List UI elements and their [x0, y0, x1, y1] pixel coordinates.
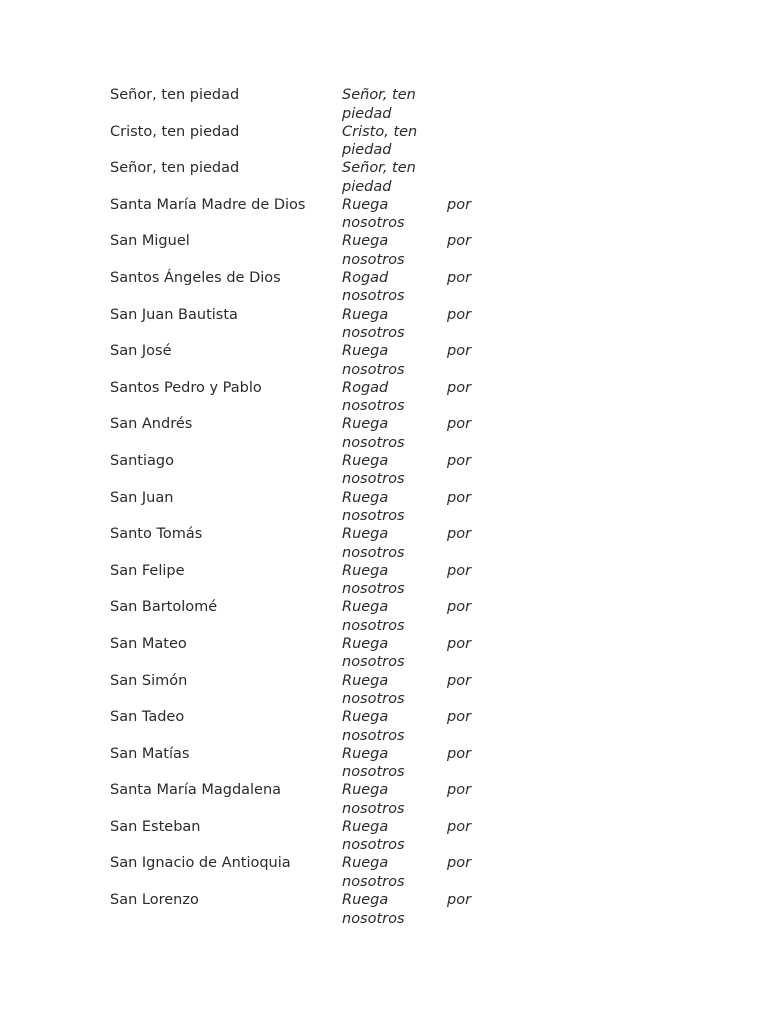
response-line-1: Ruega — [342, 416, 389, 433]
invocation-text: San Tadeo — [110, 709, 185, 726]
response-por: por — [447, 855, 472, 872]
response-por: por — [447, 635, 472, 652]
response-text — [342, 635, 472, 672]
response-line-2: nosotros — [342, 288, 405, 305]
response-por: por — [447, 599, 472, 616]
litany-row — [110, 744, 530, 781]
response-line-1: Ruega — [342, 672, 389, 689]
litany-row — [110, 524, 530, 561]
response-por: por — [447, 452, 472, 469]
invocation-text: Santo Tomás — [110, 526, 203, 543]
invocation-text: San Felipe — [110, 562, 185, 579]
response-line-2: nosotros — [342, 873, 405, 890]
litany-row — [110, 414, 530, 451]
response-line-2: nosotros — [342, 471, 405, 488]
response-line-1: Ruega — [342, 892, 389, 909]
response-por: por — [447, 269, 472, 286]
litany-row — [110, 780, 530, 817]
invocation-text: San Esteban — [110, 818, 201, 835]
invocation-text: Santos Pedro y Pablo — [110, 379, 262, 396]
response-line-1: Ruega — [342, 562, 389, 579]
response-line-1: Ruega — [342, 635, 389, 652]
response-por: por — [447, 526, 472, 543]
response-text — [342, 562, 472, 599]
response-line-1: Ruega — [342, 709, 389, 726]
response-line-2: nosotros — [342, 691, 405, 707]
response-line-1: Rogad — [342, 379, 389, 396]
response-line-1: Ruega — [342, 233, 389, 250]
response-line-2: nosotros — [342, 251, 405, 268]
invocation-text: Santa María Magdalena — [110, 782, 282, 799]
litany-row — [110, 268, 530, 305]
response-line-1: Ruega — [342, 343, 389, 360]
response-text — [342, 891, 472, 928]
litany-row — [110, 853, 530, 890]
response-line-2: nosotros — [342, 910, 405, 927]
response-line-2: piedad — [342, 142, 392, 159]
litany-row — [110, 890, 530, 927]
invocation-text: San Matías — [110, 745, 190, 762]
response-line-2: nosotros — [342, 800, 405, 817]
litany-row — [110, 597, 530, 634]
litany-row — [110, 488, 530, 525]
response-por: por — [447, 562, 472, 579]
response-line-2: nosotros — [342, 361, 405, 378]
response-line-2: nosotros — [342, 544, 405, 561]
invocation-text: Señor, ten piedad — [110, 87, 240, 103]
invocation-text: San Simón — [110, 672, 188, 689]
litany-row — [110, 707, 530, 744]
response-line-1: Ruega — [342, 855, 389, 872]
response-line-2: piedad — [342, 178, 392, 195]
response-line-1: Señor, ten — [342, 160, 416, 177]
response-line-2: nosotros — [342, 764, 405, 781]
response-por: por — [447, 892, 472, 909]
response-text — [342, 672, 472, 709]
litany-row — [110, 451, 530, 488]
litany-row — [110, 378, 530, 415]
invocation-text: San Miguel — [110, 233, 190, 250]
response-por: por — [447, 306, 472, 323]
response-text — [342, 379, 472, 416]
litany-row — [110, 341, 530, 378]
response-text — [342, 123, 442, 160]
invocation-text: San Juan Bautista — [110, 306, 238, 323]
response-por: por — [447, 672, 472, 689]
response-line-2: nosotros — [342, 654, 405, 671]
invocation-text: San José — [110, 343, 172, 360]
response-por: por — [447, 196, 472, 213]
response-line-1: Ruega — [342, 745, 389, 762]
response-line-2: nosotros — [342, 434, 405, 451]
invocation-text: San Mateo — [110, 635, 187, 652]
response-text — [342, 415, 472, 452]
response-line-2: nosotros — [342, 581, 405, 598]
litany-row — [110, 158, 530, 195]
invocation-text: San Lorenzo — [110, 892, 199, 909]
response-line-2: nosotros — [342, 508, 405, 525]
response-line-2: nosotros — [342, 727, 405, 744]
response-line-1: Rogad — [342, 269, 389, 286]
response-text — [342, 159, 442, 196]
response-por: por — [447, 818, 472, 835]
response-text — [342, 232, 472, 269]
response-text — [342, 708, 472, 745]
response-line-2: nosotros — [342, 617, 405, 634]
invocation-text: Señor, ten piedad — [110, 160, 240, 177]
invocation-text: San Andrés — [110, 416, 193, 433]
response-text — [342, 745, 472, 782]
response-text — [342, 489, 472, 526]
litany-list — [110, 85, 530, 927]
response-por: por — [447, 343, 472, 360]
response-line-1: Cristo, ten — [342, 123, 418, 140]
litany-row — [110, 85, 530, 122]
litany-row — [110, 561, 530, 598]
response-line-1: Ruega — [342, 452, 389, 469]
response-text — [342, 818, 472, 855]
response-text — [342, 598, 472, 635]
response-line-2: piedad — [342, 105, 392, 122]
response-line-1: Señor, ten — [342, 87, 416, 103]
litany-row — [110, 305, 530, 342]
response-por: por — [447, 416, 472, 433]
response-text — [342, 781, 472, 818]
invocation-text: San Ignacio de Antioquia — [110, 855, 291, 872]
invocation-text: San Bartolomé — [110, 599, 218, 616]
invocation-text: Santos Ángeles de Dios — [110, 269, 281, 286]
response-line-2: nosotros — [342, 215, 405, 232]
response-por: por — [447, 489, 472, 506]
response-por: por — [447, 379, 472, 396]
response-text — [342, 269, 472, 306]
response-text — [342, 86, 442, 123]
response-text — [342, 196, 472, 233]
response-por: por — [447, 709, 472, 726]
litany-row — [110, 671, 530, 708]
invocation-text: Santiago — [110, 452, 174, 469]
response-line-1: Ruega — [342, 489, 389, 506]
response-line-1: Ruega — [342, 599, 389, 616]
response-line-1: Ruega — [342, 196, 389, 213]
response-text — [342, 452, 472, 489]
litany-row — [110, 634, 530, 671]
response-line-2: nosotros — [342, 837, 405, 854]
response-text — [342, 306, 472, 343]
response-por: por — [447, 745, 472, 762]
invocation-text: San Juan — [110, 489, 174, 506]
litany-row — [110, 231, 530, 268]
response-line-2: nosotros — [342, 398, 405, 415]
response-line-1: Ruega — [342, 782, 389, 799]
response-text — [342, 525, 472, 562]
response-line-1: Ruega — [342, 818, 389, 835]
response-por: por — [447, 233, 472, 250]
response-por: por — [447, 782, 472, 799]
invocation-text: Cristo, ten piedad — [110, 123, 240, 140]
invocation-text: Santa María Madre de Dios — [110, 196, 306, 213]
response-line-2: nosotros — [342, 325, 405, 342]
response-line-1: Ruega — [342, 306, 389, 323]
litany-row — [110, 817, 530, 854]
response-line-1: Ruega — [342, 526, 389, 543]
litany-row — [110, 195, 530, 232]
response-text — [342, 854, 472, 891]
response-text — [342, 342, 472, 379]
litany-row — [110, 122, 530, 159]
